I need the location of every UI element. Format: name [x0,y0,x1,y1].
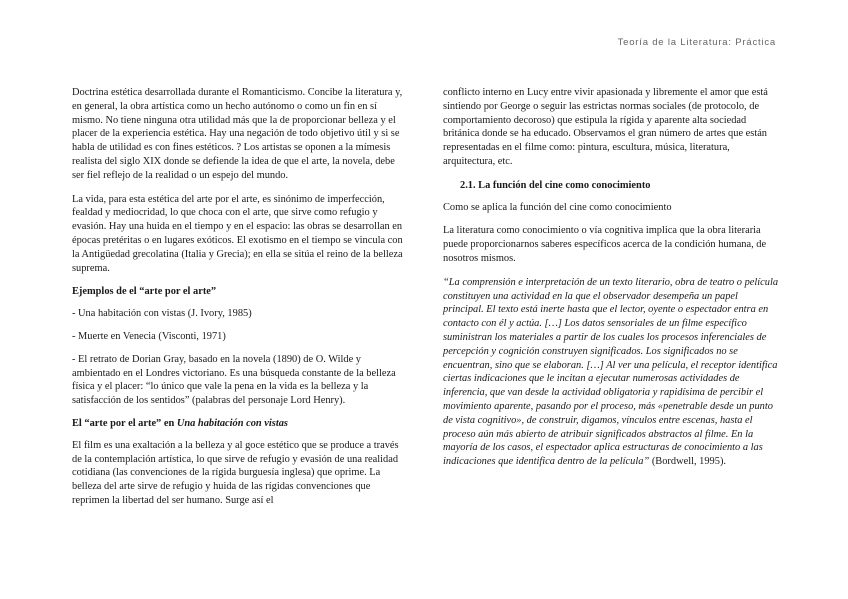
film-heading-prefix: El “arte por el arte” en [72,417,177,429]
conflict-paragraph: conflicto interno en Lucy entre vivir apasionada y libremente el amor que está sintiendo por George o seguir las estrictas normas sociales (de protocolo, de comportamiento decoroso) que estipula la rígida y aparente alta sociedad británica donde se ha educado. Observamos el gran número de artes que están representadas en el filme como: pintura, escultura, música, literatura, arquitectura, etc. [443,87,768,167]
example-item: - El retrato de Dorian Gray, basado en la novela (1890) de O. Wilde y ambientado en el Londres victoriano. Es una búsqueda constante de la belleza física y el placer: “lo único que vale la pena en la vida es la belleza y la satisfacción de los sentidos” (palabras del personaje Lord Henry). [72,353,396,407]
literature-paragraph: La literatura como conocimiento o vía cognitiva implica que la obra literaria puede proporcionarnos saberes específicos acerca de la condición humana, de nosotros mismos. [443,225,767,264]
bordwell-quote [443,276,779,469]
film-heading [72,417,408,431]
film-heading-title: Una habitación con vistas [176,417,288,429]
right-column [443,86,779,475]
quote-text: “La comprensión e interpretación de un texto literario, obra de teatro o película constituyen una actividad en la que el observador desempeña un papel principal. El texto está inerte hasta que el lector, oyente o espectador entra en contacto con él y actúa. […] Los datos sensoriales de un filme específico suministran los materiales a partir de los cuales los procesos inferenciales de percepción y cognición construyen significados. Los significados no se encuentran, sino que se elaboran. […] Al ver una película, el receptor identifica ciertas indicaciones que le incitan a ejecutar numerosas actividades de inferencia, que van desde la actividad obligatoria y rapidísima de percibir el movimiento aparente, pasando por el proceso, más «penetrable desde un punto de vista cognitivo», de construir, digamos, vínculos entre escenas, hasta el proceso aún más abierto de atribuir significados abstractos al filme. En la mayoría de los casos, el espectador aplica estructuras de conocimiento a las indicaciones que identifica dentro de la película” [443,276,779,468]
film-paragraph: El film es una exaltación a la belleza y al goce estético que se produce a través de la contemplación artística, lo que sirve de refugio y evasión de una realidad cotidiana (las convenciones de la rígida burguesía inglesa) que oprime. La belleza del arte sirve de refugio y huida de las rígidas convenciones que reprimen la libertad del ser humano. Surge así el [72,439,399,506]
example-item: - Una habitación con vistas (J. Ivory, 1985) [72,308,252,320]
running-header: Teoría de la Literatura: Práctica [617,37,776,48]
examples-heading: Ejemplos de el “arte por el arte” [72,286,217,298]
examples-list [72,307,408,408]
life-paragraph: La vida, para esta estética del arte por el arte, es sinónimo de imperfección, fealdad y mediocridad, lo que choca con el arte, que sirve como refugio y evasión. Hay una huida en el tiempo y en el espacio: las obras se desarrollan en épocas pretéritas o en lugares exóticos. El exotismo en el tiempo se vincula con la Antigüedad grecolatina (Italia y Grecia); en ella se sitúa el reino de la belleza suprema. [72,193,403,274]
quote-citation: (Bordwell, 1995). [649,456,726,468]
example-item: - Muerte en Venecia (Visconti, 1971) [72,330,226,342]
romanticism-paragraph: Doctrina estética desarrollada durante el Romanticismo. Concibe la literatura y, en general, la obra artística como un hecho autónomo o como un fin en sí mismo. No tiene ninguna otra utilidad más que la de proporcionar belleza y el placer de la experiencia estética. Hay una negación de todo objetivo útil y si se habla de utilidad es con fines estéticos. ? Los artistas se oponen a la mímesis realista del siglo XIX donde se defiende la idea de que el arte, la novela, debe ser fiel reflejo de la realidad o un espejo del mundo. [72,87,403,181]
section-title: 2.1. La función del cine como conocimiento [460,179,651,191]
left-column [72,86,408,518]
function-paragraph: Como se aplica la función del cine como conocimiento [443,201,672,213]
